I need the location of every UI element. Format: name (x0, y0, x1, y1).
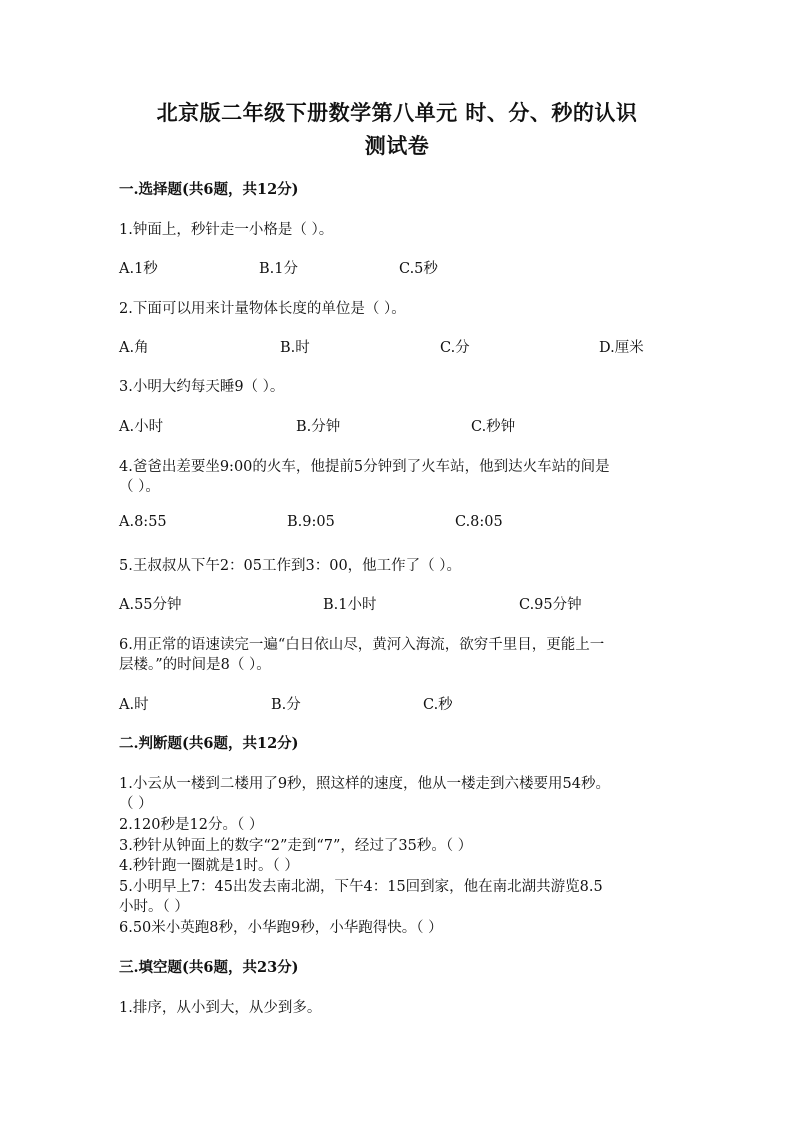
judge-6: 6.50米小英跑8秒，小华跑9秒，小华跑得快。（ ） (119, 920, 443, 936)
page-title-line1: 北京版二年级下册数学第八单元 时、分、秒的认识 (156, 100, 638, 125)
judge-1-cont: （ ） (119, 796, 153, 812)
judge-4: 4.秒针跑一圈就是1时。（ ） (119, 858, 299, 874)
question-2: 2.下面可以用来计量物体长度的单位是（ ）。 (119, 301, 406, 317)
q6-option-a: A.时 (119, 697, 149, 713)
q6-option-b: B.分 (271, 697, 301, 713)
q2-option-b: B.时 (280, 340, 310, 356)
question-4-cont: （ ）。 (119, 479, 160, 495)
q1-option-b: B.1分 (259, 261, 298, 277)
q2-option-c: C.分 (440, 340, 470, 356)
question-4: 4.爸爸出差要坐9:00的火车，他提前5分钟到了火车站，他到达火车站的间是 (119, 459, 610, 475)
q5-option-a: A.55分钟 (119, 597, 182, 613)
q4-option-a: A.8:55 (119, 514, 167, 530)
section-heading-fill: 三.填空题(共6题，共23分) (119, 959, 299, 976)
section-heading-judge: 二.判断题(共6题，共12分) (119, 735, 299, 752)
q4-option-b: B.9:05 (287, 514, 335, 530)
q4-option-c: C.8:05 (455, 514, 503, 530)
question-6-cont: 层楼。”的时间是8（ ）。 (119, 657, 271, 673)
question-1: 1.钟面上，秒针走一小格是（ ）。 (119, 222, 334, 238)
judge-5-cont: 小时。（ ） (119, 899, 189, 915)
judge-5: 5.小明早上7：45出发去南北湖，下午4：15回到家，他在南北湖共游览8.5 (119, 879, 603, 895)
q1-option-a: A.1秒 (119, 261, 158, 277)
question-3: 3.小明大约每天睡9（ ）。 (119, 379, 285, 395)
section-heading-choice: 一.选择题(共6题，共12分) (119, 181, 299, 198)
q5-option-c: C.95分钟 (519, 597, 582, 613)
q3-option-a: A.小时 (119, 419, 164, 435)
q5-option-b: B.1小时 (323, 597, 377, 613)
q3-option-b: B.分钟 (296, 419, 341, 435)
judge-1: 1.小云从一楼到二楼用了9秒，照这样的速度，他从一楼走到六楼要用54秒。 (119, 776, 611, 792)
q1-option-c: C.5秒 (399, 261, 438, 277)
judge-2: 2.120秒是12分。（ ） (119, 817, 264, 833)
page-title-line2: 测试卷 (364, 133, 430, 158)
question-6: 6.用正常的语速读完一遍“白日依山尽，黄河入海流，欲穷千里目，更能上一 (119, 637, 605, 653)
q3-option-c: C.秒钟 (471, 419, 516, 435)
q6-option-c: C.秒 (423, 697, 453, 713)
q2-option-a: A.角 (119, 340, 149, 356)
fill-1: 1.排序，从小到大，从少到多。 (119, 1000, 322, 1016)
question-5: 5.王叔叔从下午2：05工作到3：00，他工作了（ ）。 (119, 558, 462, 574)
judge-3: 3.秒针从钟面上的数字“2”走到“7”，经过了35秒。（ ） (119, 838, 473, 854)
q2-option-d: D.厘米 (599, 340, 644, 356)
